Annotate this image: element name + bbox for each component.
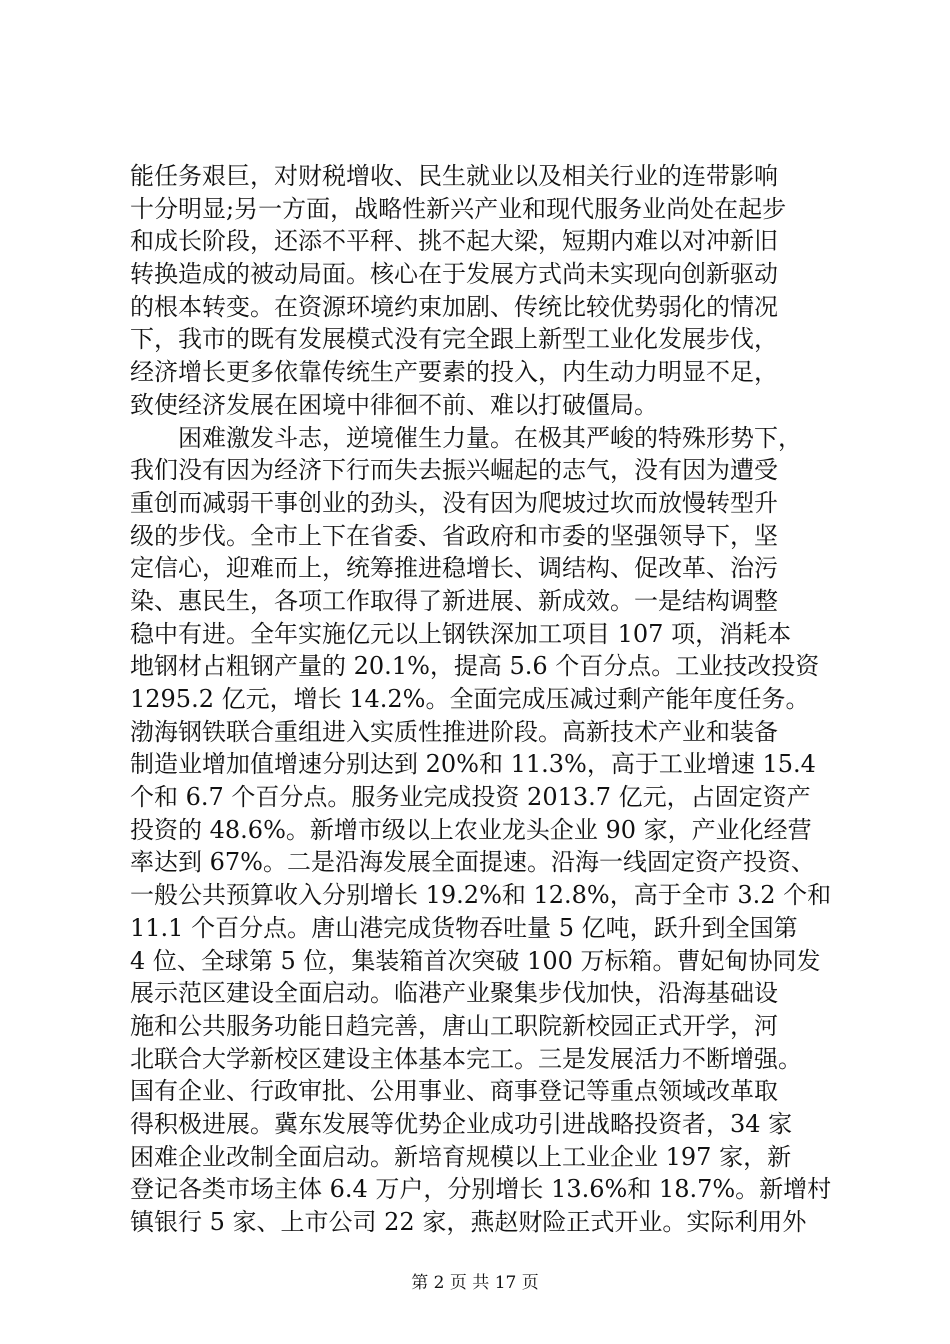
text-line: 率达到 67%。二是沿海发展全面提速。沿海一线固定资产投资、 — [130, 848, 815, 877]
text-line: 登记各类市场主体 6.4 万户，分别增长 13.6%和 18.7%。新增村 — [130, 1175, 832, 1204]
text-line: 级的步伐。全市上下在省委、省政府和市委的坚强领导下，坚 — [130, 521, 778, 550]
text-line: 渤海钢铁联合重组进入实质性推进阶段。高新技术产业和装备 — [130, 717, 778, 746]
text-line: 困难激发斗志，逆境催生力量。在极其严峻的特殊形势下， — [130, 423, 802, 452]
text-line: 致使经济发展在困境中徘徊不前、难以打破僵局。 — [130, 390, 658, 419]
text-line: 能任务艰巨，对财税增收、民生就业以及相关行业的连带影响 — [130, 162, 778, 190]
text-line: 投资的 48.6%。新增市级以上农业龙头企业 90 家，产业化经营 — [130, 815, 812, 844]
text-line: 的根本转变。在资源环境约束加剧、传统比较优势弱化的情况 — [130, 292, 778, 321]
page-footer: 第 2 页 共 17 页 — [411, 1273, 539, 1293]
text-line: 镇银行 5 家、上市公司 22 家，燕赵财险正式开业。实际利用外 — [130, 1208, 807, 1236]
text-line: 北联合大学新校区建设主体基本完工。三是发展活力不断增强。 — [130, 1044, 802, 1073]
text-line: 得积极进展。冀东发展等优势企业成功引进战略投资者，34 家 — [130, 1109, 793, 1138]
text-line: 和成长阶段，还添不平秤、挑不起大梁，短期内难以对冲新旧 — [130, 227, 778, 256]
body-text — [130, 160, 850, 1239]
text-line: 转换造成的被动局面。核心在于发展方式尚未实现向创新驱动 — [130, 260, 778, 289]
text-line: 11.1 个百分点。唐山港完成货物吞吐量 5 亿吨，跃升到全国第 — [130, 913, 798, 942]
text-line: 展示范区建设全面启动。临港产业聚集步伐加快，沿海基础设 — [130, 979, 778, 1008]
text-line: 1295.2 亿元，增长 14.2%。全面完成压减过剩产能年度任务。 — [130, 685, 810, 713]
text-line: 定信心，迎难而上，统筹推进稳增长、调结构、促改革、治污 — [130, 554, 778, 583]
text-line: 个和 6.7 个百分点。服务业完成投资 2013.7 亿元，占固定资产 — [130, 783, 811, 812]
text-line: 施和公共服务功能日趋完善，唐山工职院新校园正式开学，河 — [130, 1011, 778, 1040]
text-line: 十分明显;另一方面，战略性新兴产业和现代服务业尚处在起步 — [130, 194, 787, 223]
text-line: 我们没有因为经济下行而失去振兴崛起的志气，没有因为遭受 — [130, 456, 778, 485]
text-line: 制造业增加值增速分别达到 20%和 11.3%，高于工业增速 15.4 — [130, 750, 816, 779]
text-line: 困难企业改制全面启动。新培育规模以上工业企业 197 家，新 — [130, 1142, 792, 1171]
text-line: 地钢材占粗钢产量的 20.1%，提高 5.6 个百分点。工业技改投资 — [130, 652, 820, 681]
text-line: 4 位、全球第 5 位，集装箱首次突破 100 万标箱。曹妃甸协同发 — [130, 946, 821, 975]
text-line: 经济增长更多依靠传统生产要素的投入，内生动力明显不足， — [130, 358, 778, 387]
text-line: 稳中有进。全年实施亿元以上钢铁深加工项目 107 项，消耗本 — [130, 619, 792, 648]
text-line: 染、惠民生，各项工作取得了新进展、新成效。一是结构调整 — [130, 586, 778, 615]
text-line: 一般公共预算收入分别增长 19.2%和 12.8%，高于全市 3.2 个和 — [130, 881, 832, 910]
text-line: 重创而减弱干事创业的劲头，没有因为爬坡过坎而放慢转型升 — [130, 488, 778, 517]
text-line: 下，我市的既有发展模式没有完全跟上新型工业化发展步伐， — [130, 325, 778, 354]
text-line: 国有企业、行政审批、公用事业、商事登记等重点领域改革取 — [130, 1077, 778, 1106]
